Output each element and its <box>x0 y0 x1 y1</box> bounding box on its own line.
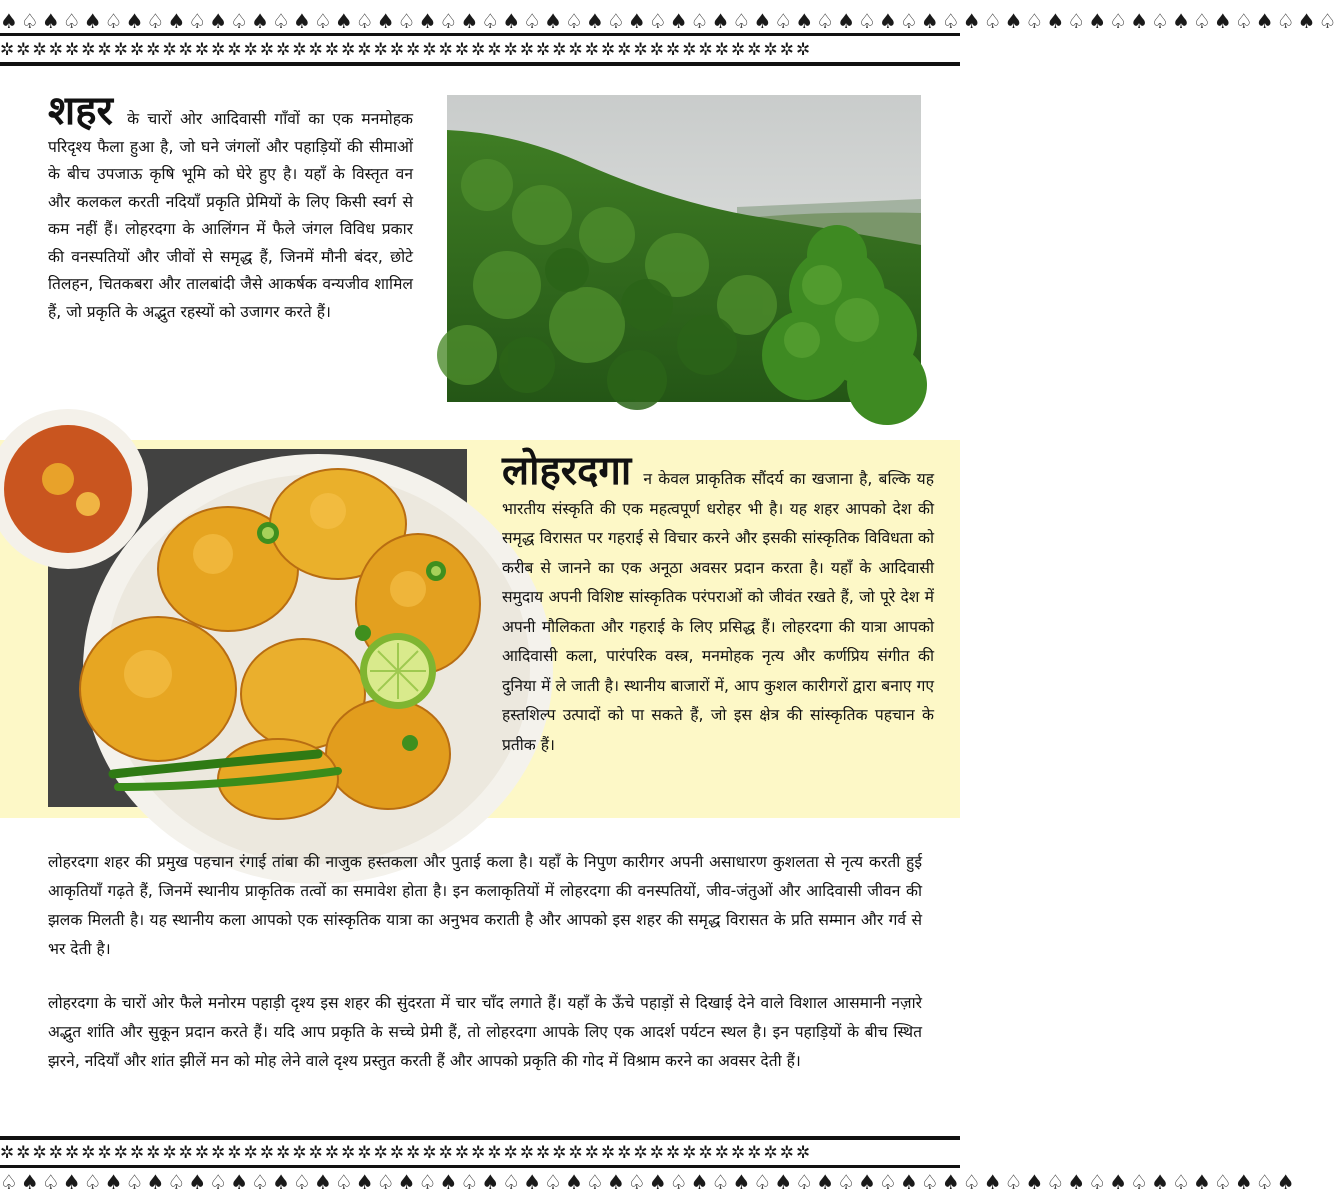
forest-hills-photo <box>447 95 921 402</box>
intro-text: के चारों ओर आदिवासी गाँवों का एक मनमोहक परिदृश्य फैला हुआ है, जो घने जंगलों और पहाड़ियों की सीमाओं के बीच उपजाऊ कृषि भूमि को घेरे हुए है। यहाँ के विस्तृत वन और कलकल करती नदियाँ प्रकृति प्रेमियों के लिए किसी स्वर्ग से कम नहीं हैं। लोहरदगा के आलिंगन में फैले जंगल विविध प्रकार की वनस्पतियों और जीवों से समृद्ध हैं, जिनमें मौनी बंदर, छोटे तिलहन, चितकबरा और तालबांदी जैसे आकर्षक वन्यजीव शामिल हैं, जो प्रकृति के अद्भुत रहस्यों को उजागर करते हैं। <box>48 110 413 321</box>
lead-word: शहर <box>48 88 113 134</box>
culture-paragraph <box>502 448 934 760</box>
divider-line <box>0 1136 960 1140</box>
bottom-decorative-border <box>0 1134 1298 1200</box>
lead-word: लोहरदगा <box>502 448 632 494</box>
arch-motif-row: ♠♤♠♤♠♤♠♤♠♤♠♤♠♤♠♤♠♤♠♤♠♤♠♤♠♤♠♤♠♤♠♤♠♤♠♤♠♤♠♤♠♤♠♤♠♤♠♤♠♤♠♤♠♤♠♤♠♤♠♤♠♤♠♤ <box>0 9 1340 33</box>
divider-line <box>0 33 960 36</box>
fried-fritters-plate-photo <box>48 449 467 807</box>
divider-line <box>0 1165 960 1168</box>
intro-paragraph <box>48 88 413 326</box>
star-motif-row: ✲✲✲✲✲✲✲✲✲✲✲✲✲✲✲✲✲✲✲✲✲✲✲✲✲✲✲✲✲✲✲✲✲✲✲✲✲✲✲✲✲✲✲✲✲✲✲✲✲✲ <box>0 40 813 60</box>
top-decorative-border <box>0 0 1340 70</box>
scenery-paragraph: लोहरदगा के चारों ओर फैले मनोरम पहाड़ी दृश्य इस शहर की सुंदरता में चार चाँद लगाते हैं। यहाँ के ऊँचे पहाड़ों से दिखाई देने वाले विशाल आसमानी नज़ारे अद्भुत शांति और सुकून प्रदान करते हैं। यदि आप प्रकृति के सच्चे प्रेमी हैं, तो लोहरदगा आपके लिए एक आदर्श पर्यटन स्थल है। इन पहाड़ियों के बीच स्थित झरने, नदियाँ और शांत झीलें मन को मोह लेने वाले दृश्य प्रस्तुत करती हैं और आपको प्रकृति की गोद में विश्राम करने का अवसर देती हैं। <box>48 994 922 1070</box>
arch-motif-row: ♤♠♤♠♤♠♤♠♤♠♤♠♤♠♤♠♤♠♤♠♤♠♤♠♤♠♤♠♤♠♤♠♤♠♤♠♤♠♤♠♤♠♤♠♤♠♤♠♤♠♤♠♤♠♤♠♤♠♤♠♤♠ <box>0 1170 1298 1194</box>
culture-text: न केवल प्राकृतिक सौंदर्य का खजाना है, बल्कि यह भारतीय संस्कृति की एक महत्वपूर्ण धरोहर भी है। यह शहर आपको देश की समृद्ध विरासत पर गहराई से विचार करने और इसकी सांस्कृतिक विविधता को करीब से जानने का एक अनूठा अवसर प्रदान करता है। यहाँ के आदिवासी समुदाय अपनी विशिष्ट सांस्कृतिक परंपराओं को जीवंत रखते हैं, जो पूरे देश में अपनी मौलिकता और गहराई के लिए प्रसिद्ध हैं। लोहरदगा की यात्रा आपको आदिवासी कला, पारंपरिक वस्त्र, मनमोहक नृत्य और कर्णप्रिय संगीत की दुनिया में ले जाती है। स्थानीय बाजारों में, आप कुशल कारीगरों द्वारा बनाए गए हस्तशिल्प उत्पादों को पा सकते हैं, जो इस क्षेत्र की सांस्कृतिक पहचान के प्रतीक हैं। <box>502 470 934 754</box>
star-motif-row: ✲✲✲✲✲✲✲✲✲✲✲✲✲✲✲✲✲✲✲✲✲✲✲✲✲✲✲✲✲✲✲✲✲✲✲✲✲✲✲✲✲✲✲✲✲✲✲✲✲✲ <box>0 1143 813 1163</box>
craft-paragraph: लोहरदगा शहर की प्रमुख पहचान रंगाई तांबा की नाजुक हस्तकला और पुताई कला है। यहाँ के निपुण कारीगर अपनी असाधारण कुशलता से नृत्य करती हुई आकृतियाँ गढ़ते हैं, जिनमें स्थानीय प्राकृतिक तत्वों का समावेश होता है। इन कलाकृतियों में लोहरदगा की वनस्पतियों, जीव-जंतुओं और आदिवासी जीवन की झलक मिलती है। यह स्थानीय कला आपको एक सांस्कृतिक यात्रा का अनुभव कराती है और आपको इस शहर की समृद्ध विरासत के प्रति सम्मान और गर्व से भर देती है। <box>48 853 922 958</box>
divider-line <box>0 62 960 66</box>
